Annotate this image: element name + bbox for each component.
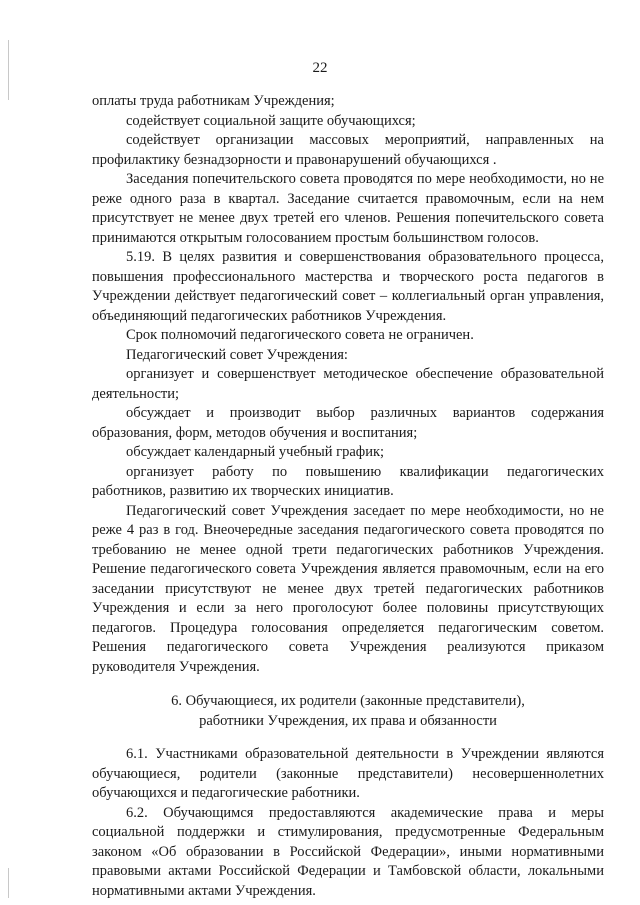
paragraph: обсуждает и производит выбор различных вариантов содержания образования, форм, методов обучения и воспитания; — [92, 405, 604, 441]
section-heading-line: работники Учреждения, их права и обязанности — [199, 713, 497, 729]
paragraph: содействует организации массовых мероприятий, направленных на профилактику безнадзорности и правонарушений обучающихся . — [92, 132, 604, 168]
paragraph: организует работу по повышению квалификации педагогических работников, развитию их творческих инициатив. — [92, 463, 604, 499]
paragraph: Педагогический совет Учреждения: — [126, 346, 348, 363]
page-number: 22 — [312, 60, 328, 76]
paragraph: Педагогический совет Учреждения заседает по мере необходимости, но не реже 4 раз в год. Внеочередные заседания педагогического совета проводятся по требованию не менее одной трети педагогических работников Учреждения. Решение педагогического совета Учреждения является правомочным, если на его заседании присутствуют не менее двух третей педагогических работников Учреждения и если за него проголосуют более половины присутствующих педагогов. Процедура голосования определяется педагогическим советом. Решения педагогического совета Учреждения реализуются приказом руководителя Учреждения. — [92, 502, 604, 675]
paragraph: 6.2. Обучающимся предоставляются академические права и меры социальной поддержки и стимулирования, предусмотренные Федеральным законом «Об образовании в Российской Федерации», иными нормативными правовыми актами Российской Федерации и Тамбовской области, локальными нормативными актами Учреждения. — [92, 804, 604, 899]
document-body — [92, 92, 604, 901]
paragraph: Срок полномочий педагогического совета не ограничен. — [126, 327, 474, 343]
paragraph: обсуждает календарный учебный график; — [126, 444, 385, 460]
paragraph: 5.19. В целях развития и совершенствования образовательного процесса, повышения профессионального мастерства и творческого роста педагогов в Учреждении действует педагогический совет – коллегиальный орган управления, объединяющий педагогических работников Учреждения. — [92, 249, 604, 324]
paragraph: Заседания попечительского совета проводятся по мере необходимости, но не реже одного раза в квартал. Заседание считается правомочным, если на нем присутствует не менее двух третей его членов. Решения попечительского совета принимаются открытым голосованием простым большинством голосов. — [92, 171, 604, 246]
scan-edge-mark — [8, 868, 9, 898]
paragraph: 6.1. Участниками образовательной деятельности в Учреждении являются обучающиеся, родители (законные представители) несовершеннолетних обучающихся и педагогические работники. — [92, 746, 604, 801]
section-6-text — [92, 745, 604, 901]
paragraph: организует и совершенствует методическое обеспечение образовательной деятельности; — [92, 366, 604, 402]
paragraph: оплаты труда работникам Учреждения; — [92, 93, 335, 109]
paragraph: содействует социальной защите обучающихся; — [126, 112, 416, 129]
section-heading-line: 6. Обучающиеся, их родители (законные представители), — [171, 693, 525, 709]
section-5-text — [92, 92, 604, 677]
section-6-heading — [92, 691, 604, 731]
